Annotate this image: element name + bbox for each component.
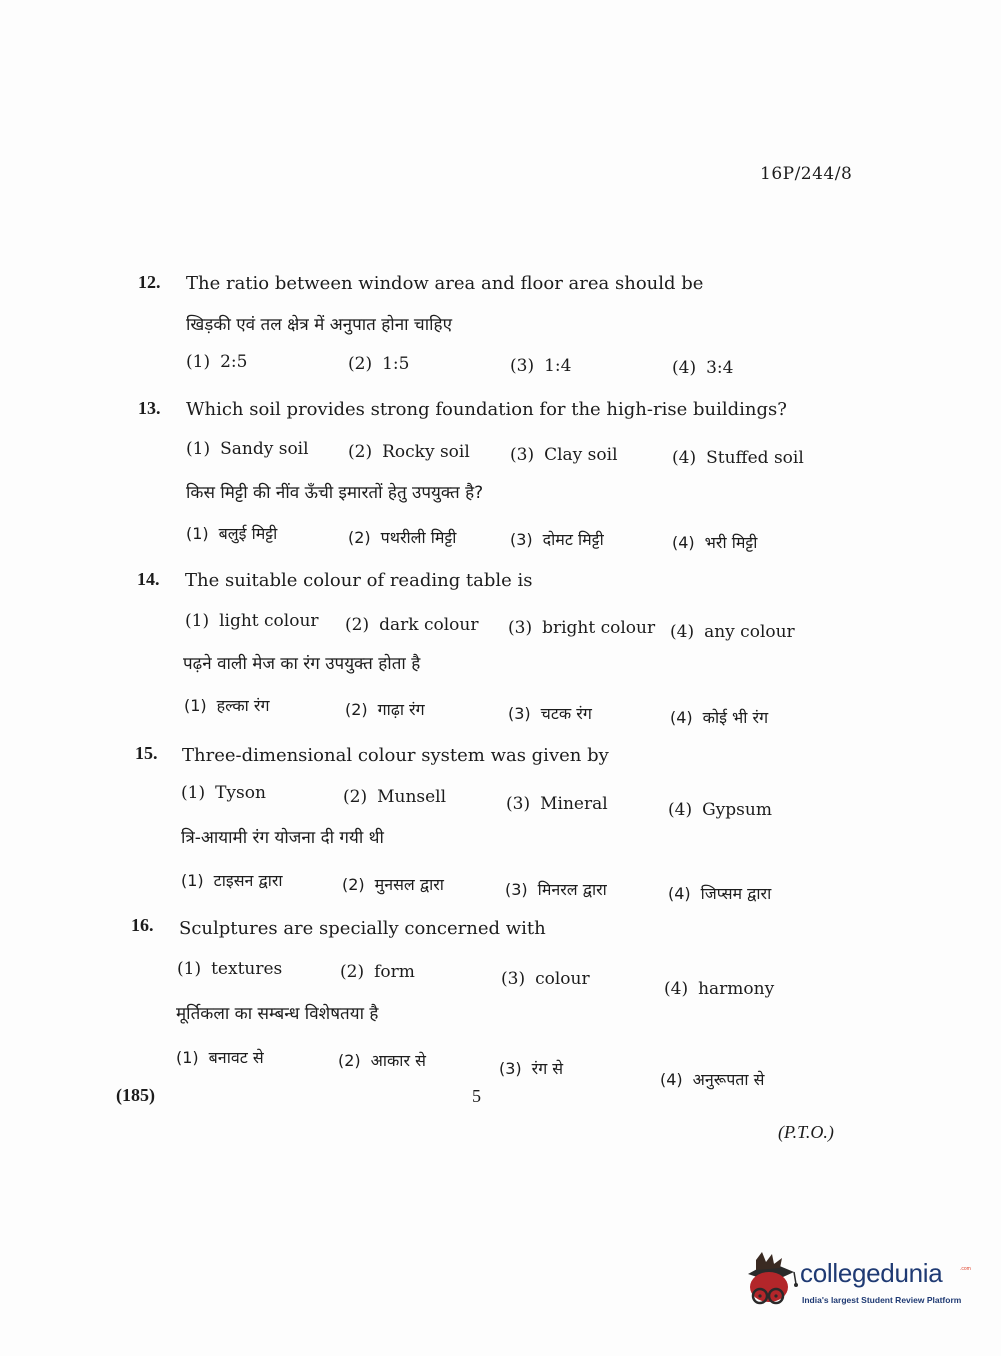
option-2: [348, 354, 409, 374]
option-text: Rocky soil: [382, 442, 470, 462]
question-text-hi: खिड़की एवं तल क्षेत्र में अनुपात होना चाहिए: [186, 315, 452, 335]
option-text: टाइसन द्वारा: [213, 871, 283, 890]
option-4-en: [670, 622, 795, 642]
question-text-en: The ratio between window area and floor area should be: [186, 273, 704, 294]
option-marker: (1): [186, 524, 209, 543]
option-4-en: [672, 448, 804, 468]
option-text: Munsell: [377, 787, 447, 807]
brand-domain: .com: [960, 1266, 971, 1272]
brand-tagline: India's largest Student Review Platform: [802, 1295, 962, 1305]
option-marker: (2): [343, 787, 368, 807]
question-number: 12.: [138, 272, 161, 292]
option-marker: (4): [668, 884, 691, 903]
option-marker: (3): [510, 445, 535, 465]
option-text: dark colour: [379, 615, 479, 635]
question-text-hi: पढ़ने वाली मेज का रंग उपयुक्त होता है: [183, 654, 421, 674]
option-text: harmony: [698, 979, 775, 999]
option-text: बनावट से: [208, 1048, 264, 1067]
option-text: Sandy soil: [220, 439, 309, 459]
option-2-hi: [348, 526, 456, 548]
option-2-hi: [338, 1049, 426, 1071]
option-marker: (2): [338, 1051, 361, 1070]
option-marker: (3): [505, 880, 528, 899]
question-text-hi: किस मिट्टी की नींव ऊँची इमारतों हेतु उपयुक्त है?: [186, 483, 484, 503]
option-marker: (3): [510, 530, 533, 549]
option-marker: (1): [185, 611, 210, 631]
option-marker: (3): [501, 969, 526, 989]
option-3-hi: [505, 878, 607, 900]
question-number: 14.: [137, 569, 160, 589]
option-4-hi: [670, 706, 768, 728]
page-number: 5: [472, 1086, 481, 1106]
option-3-en: [506, 794, 608, 814]
option-text: कोई भी रंग: [702, 708, 769, 727]
option-marker: (3): [506, 794, 531, 814]
option-4-en: [664, 979, 774, 999]
option-marker: (2): [345, 615, 370, 635]
booklet-code: (185): [116, 1085, 155, 1105]
pto-note: (P.T.O.): [778, 1122, 834, 1142]
option-marker: (1): [177, 959, 202, 979]
option-2-en: [340, 962, 415, 982]
option-marker: (2): [348, 528, 371, 547]
option-text: भरी मिट्टी: [704, 533, 758, 552]
question-text-en: Which soil provides strong foundation for the high-rise buildings?: [186, 399, 787, 420]
option-1-en: [177, 959, 282, 979]
option-marker: (1): [181, 783, 206, 803]
option-marker: (1): [186, 352, 211, 372]
option-text: bright colour: [542, 618, 656, 638]
option-3-hi: [508, 702, 592, 724]
option-text: colour: [535, 969, 590, 989]
option-text: जिप्सम द्वारा: [700, 884, 772, 903]
option-text: दोमट मिट्टी: [542, 530, 604, 549]
brand-name: collegedunia: [800, 1258, 943, 1288]
option-marker: (2): [348, 354, 373, 374]
option-text: बलुई मिट्टी: [218, 524, 278, 543]
option-marker: (2): [348, 442, 373, 462]
option-3: [510, 356, 571, 376]
option-1-hi: [176, 1046, 264, 1068]
mascot-icon: [742, 1250, 800, 1312]
question-text-en: Three-dimensional colour system was given by: [182, 745, 609, 766]
collegedunia-logo: [742, 1250, 972, 1312]
option-text: form: [374, 962, 415, 982]
option-marker: (2): [340, 962, 365, 982]
option-text: चटक रंग: [540, 704, 592, 723]
question-number: 16.: [131, 915, 154, 935]
paper-code: 16P/244/8: [760, 164, 853, 184]
option-2-en: [345, 615, 478, 635]
option-text: मिनरल द्वारा: [537, 880, 607, 899]
option-1-hi: [184, 694, 269, 716]
option-marker: (4): [672, 358, 697, 378]
option-text: 2:5: [220, 352, 248, 372]
option-text: रंग से: [531, 1059, 564, 1078]
option-text: हल्का रंग: [216, 696, 270, 715]
option-1-en: [185, 611, 319, 631]
option-1: [186, 352, 247, 372]
option-text: गाढ़ा रंग: [377, 700, 425, 719]
option-marker: (4): [672, 533, 695, 552]
option-marker: (2): [345, 700, 368, 719]
option-text: light colour: [219, 611, 319, 631]
option-marker: (4): [670, 622, 695, 642]
option-text: Tyson: [215, 783, 266, 803]
option-text: any colour: [704, 622, 795, 642]
question-text-en: Sculptures are specially concerned with: [179, 918, 546, 939]
option-text: Mineral: [540, 794, 608, 814]
option-text: 1:5: [382, 354, 410, 374]
question-number: 13.: [138, 398, 161, 418]
option-1-hi: [181, 869, 283, 891]
option-2-en: [348, 442, 470, 462]
option-text: Clay soil: [544, 445, 618, 465]
option-text: Stuffed soil: [706, 448, 804, 468]
option-text: Gypsum: [702, 800, 772, 820]
option-4-hi: [668, 882, 771, 904]
option-marker: (1): [186, 439, 211, 459]
question-text-en: The suitable colour of reading table is: [185, 570, 533, 591]
question-text-hi: मूर्तिकला का सम्बन्ध विशेषतया है: [176, 1004, 379, 1024]
option-marker: (1): [181, 871, 204, 890]
option-marker: (3): [508, 618, 533, 638]
option-3-hi: [499, 1057, 563, 1079]
question-number: 15.: [135, 743, 158, 763]
option-4-hi: [672, 531, 757, 553]
option-1-en: [186, 439, 309, 459]
option-text: 1:4: [544, 356, 572, 376]
option-text: आकार से: [370, 1051, 426, 1070]
option-text: 3:4: [706, 358, 734, 378]
option-marker: (4): [668, 800, 693, 820]
option-marker: (1): [176, 1048, 199, 1067]
option-marker: (4): [672, 448, 697, 468]
option-1-en: [181, 783, 266, 803]
option-2-hi: [345, 698, 425, 720]
option-marker: (4): [670, 708, 693, 727]
option-2-hi: [342, 873, 444, 895]
option-marker: (4): [664, 979, 689, 999]
option-marker: (3): [499, 1059, 522, 1078]
option-text: अनुरूपता से: [692, 1070, 765, 1089]
option-2-en: [343, 787, 446, 807]
option-marker: (3): [508, 704, 531, 723]
option-3-en: [508, 618, 655, 638]
option-marker: (3): [510, 356, 535, 376]
option-marker: (1): [184, 696, 207, 715]
option-text: पथरीली मिट्टी: [380, 528, 457, 547]
option-4-en: [668, 800, 772, 820]
option-3-hi: [510, 528, 604, 550]
option-text: textures: [211, 959, 283, 979]
option-3-en: [510, 445, 618, 465]
option-4-hi: [660, 1068, 764, 1090]
option-marker: (4): [660, 1070, 683, 1089]
option-text: मुनसल द्वारा: [374, 875, 444, 894]
question-text-hi: त्रि-आयामी रंग योजना दी गयी थी: [181, 828, 384, 848]
option-4: [672, 358, 733, 378]
option-1-hi: [186, 522, 277, 544]
option-marker: (2): [342, 875, 365, 894]
option-3-en: [501, 969, 590, 989]
